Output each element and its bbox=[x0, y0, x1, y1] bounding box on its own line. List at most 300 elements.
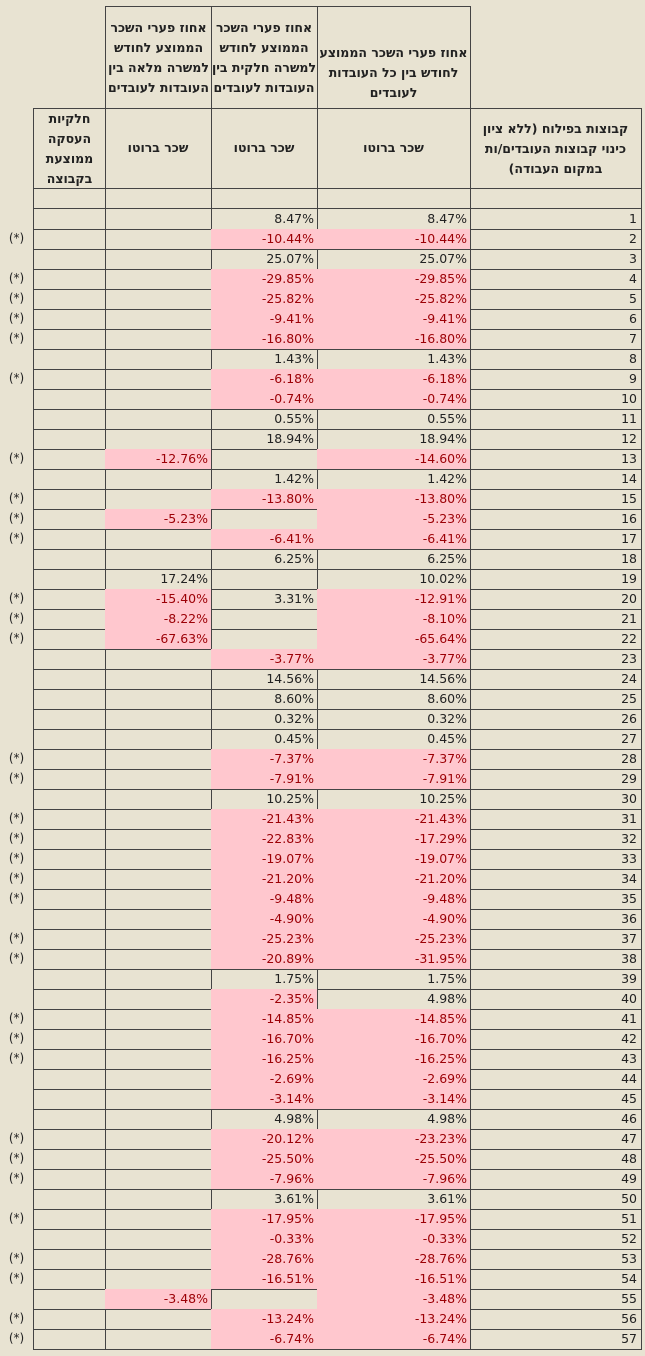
group-number-cell: 32 bbox=[470, 829, 642, 850]
part-time-gap-cell: -3.14% bbox=[211, 1089, 318, 1110]
all-workers-gap-cell: -31.95% bbox=[317, 949, 471, 970]
part-time-gap-cell: -29.85% bbox=[211, 269, 318, 290]
all-workers-gap-cell: 18.94% bbox=[317, 429, 471, 450]
share-cell bbox=[33, 909, 106, 930]
group-number-cell: 12 bbox=[470, 429, 642, 450]
full-time-gap-cell bbox=[105, 809, 212, 830]
all-workers-gap-cell: 6.25% bbox=[317, 549, 471, 570]
full-time-gap-cell bbox=[105, 649, 212, 670]
group-number-cell: 17 bbox=[470, 529, 642, 550]
significance-mark: (*) bbox=[8, 1171, 25, 1185]
all-workers-gap-cell: 3.61% bbox=[317, 1189, 471, 1210]
group-number-cell: 44 bbox=[470, 1069, 642, 1090]
significance-mark: (*) bbox=[8, 451, 25, 465]
all-workers-gap-cell: 8.47% bbox=[317, 209, 471, 230]
share-cell bbox=[33, 1149, 106, 1170]
full-time-gap-cell bbox=[105, 1209, 212, 1230]
full-time-gap-cell bbox=[105, 869, 212, 890]
all-workers-gap-cell: -6.74% bbox=[317, 1329, 471, 1350]
significance-mark: (*) bbox=[8, 1031, 25, 1045]
group-number-cell: 57 bbox=[470, 1329, 642, 1350]
all-workers-gap-cell: -16.25% bbox=[317, 1049, 471, 1070]
significance-mark: (*) bbox=[8, 831, 25, 845]
part-time-gap-cell: -20.12% bbox=[211, 1129, 318, 1150]
full-time-gap-cell bbox=[105, 1329, 212, 1350]
significance-mark: (*) bbox=[8, 331, 25, 345]
significance-mark: (*) bbox=[8, 1011, 25, 1025]
part-time-gap-cell: -28.76% bbox=[211, 1249, 318, 1270]
significance-mark: (*) bbox=[8, 291, 25, 305]
part-time-gap-cell: -7.91% bbox=[211, 769, 318, 790]
group-number-cell: 39 bbox=[470, 969, 642, 990]
full-time-gap-cell bbox=[105, 369, 212, 390]
part-time-gap-cell: -16.70% bbox=[211, 1029, 318, 1050]
part-time-gap-cell: -21.43% bbox=[211, 809, 318, 830]
share-cell bbox=[33, 1109, 106, 1130]
share-cell bbox=[33, 489, 106, 510]
share-cell bbox=[33, 1129, 106, 1150]
group-number-cell: 23 bbox=[470, 649, 642, 670]
header-all-workers: אחוז פערי השכר הממוצע לחודש בין כל העובדות לעובדים bbox=[317, 6, 471, 109]
header-part-time: אחוז פערי השכר הממוצע לחודש למשרה חלקית בין העובדות לעובדים bbox=[211, 6, 318, 109]
part-time-gap-cell: 3.31% bbox=[211, 589, 318, 610]
group-number-cell: 29 bbox=[470, 769, 642, 790]
part-time-gap-cell: -10.44% bbox=[211, 229, 318, 250]
full-time-gap-cell: -5.23% bbox=[105, 509, 212, 530]
all-workers-gap-cell: 10.25% bbox=[317, 789, 471, 810]
part-time-gap-cell: -6.18% bbox=[211, 369, 318, 390]
full-time-gap-cell bbox=[105, 1129, 212, 1150]
full-time-gap-cell bbox=[105, 1029, 212, 1050]
all-workers-gap-cell: 0.45% bbox=[317, 729, 471, 750]
full-time-gap-cell bbox=[105, 849, 212, 870]
significance-mark: (*) bbox=[8, 531, 25, 545]
part-time-gap-cell: -17.95% bbox=[211, 1209, 318, 1230]
share-cell bbox=[33, 449, 106, 470]
share-cell bbox=[33, 989, 106, 1010]
full-time-gap-cell bbox=[105, 209, 212, 230]
full-time-gap-cell bbox=[105, 1169, 212, 1190]
group-number-cell: 4 bbox=[470, 269, 642, 290]
group-number-cell: 33 bbox=[470, 849, 642, 870]
header-group: קבוצות בפילוח (ללא ציון כינוי קבוצות העובדים/ות במקום העבודה) bbox=[470, 108, 642, 189]
part-time-gap-cell: 1.75% bbox=[211, 969, 318, 990]
full-time-gap-cell bbox=[105, 1109, 212, 1130]
full-time-gap-cell bbox=[105, 249, 212, 270]
part-time-gap-cell: -2.69% bbox=[211, 1069, 318, 1090]
all-workers-gap-cell: -6.41% bbox=[317, 529, 471, 550]
part-time-gap-cell: -0.33% bbox=[211, 1229, 318, 1250]
full-time-gap-cell bbox=[105, 969, 212, 990]
full-time-gap-cell: -12.76% bbox=[105, 449, 212, 470]
part-time-gap-cell: 1.43% bbox=[211, 349, 318, 370]
all-workers-gap-cell: 1.43% bbox=[317, 349, 471, 370]
part-time-gap-cell: 10.25% bbox=[211, 789, 318, 810]
spacer-cell bbox=[33, 188, 106, 209]
share-cell bbox=[33, 749, 106, 770]
share-cell bbox=[33, 589, 106, 610]
all-workers-gap-cell: -13.24% bbox=[317, 1309, 471, 1330]
full-time-gap-cell bbox=[105, 469, 212, 490]
all-workers-gap-cell: 10.02% bbox=[317, 569, 471, 590]
full-time-gap-cell bbox=[105, 289, 212, 310]
group-number-cell: 56 bbox=[470, 1309, 642, 1330]
all-workers-gap-cell: -25.23% bbox=[317, 929, 471, 950]
group-number-cell: 30 bbox=[470, 789, 642, 810]
share-cell bbox=[33, 769, 106, 790]
full-time-gap-cell: -67.63% bbox=[105, 629, 212, 650]
significance-mark: (*) bbox=[8, 751, 25, 765]
part-time-gap-cell: -7.37% bbox=[211, 749, 318, 770]
group-number-cell: 40 bbox=[470, 989, 642, 1010]
group-number-cell: 34 bbox=[470, 869, 642, 890]
all-workers-gap-cell: -16.80% bbox=[317, 329, 471, 350]
part-time-gap-cell: 25.07% bbox=[211, 249, 318, 270]
all-workers-gap-cell: 25.07% bbox=[317, 249, 471, 270]
group-number-cell: 51 bbox=[470, 1209, 642, 1230]
group-number-cell: 22 bbox=[470, 629, 642, 650]
group-number-cell: 1 bbox=[470, 209, 642, 230]
spacer-cell bbox=[211, 188, 318, 209]
share-cell bbox=[33, 1009, 106, 1030]
part-time-gap-cell: 0.45% bbox=[211, 729, 318, 750]
part-time-gap-cell: 3.61% bbox=[211, 1189, 318, 1210]
group-number-cell: 16 bbox=[470, 509, 642, 530]
group-number-cell: 41 bbox=[470, 1009, 642, 1030]
share-cell bbox=[33, 249, 106, 270]
group-number-cell: 42 bbox=[470, 1029, 642, 1050]
part-time-gap-cell: -21.20% bbox=[211, 869, 318, 890]
all-workers-gap-cell: 14.56% bbox=[317, 669, 471, 690]
group-number-cell: 2 bbox=[470, 229, 642, 250]
share-cell bbox=[33, 429, 106, 450]
significance-mark: (*) bbox=[8, 1271, 25, 1285]
group-number-cell: 36 bbox=[470, 909, 642, 930]
all-workers-gap-cell: -9.48% bbox=[317, 889, 471, 910]
all-workers-gap-cell: -25.82% bbox=[317, 289, 471, 310]
full-time-gap-cell bbox=[105, 389, 212, 410]
significance-mark: (*) bbox=[8, 1211, 25, 1225]
full-time-gap-cell bbox=[105, 709, 212, 730]
share-cell bbox=[33, 349, 106, 370]
all-workers-gap-cell: -14.60% bbox=[317, 449, 471, 470]
significance-mark: (*) bbox=[8, 951, 25, 965]
group-number-cell: 28 bbox=[470, 749, 642, 770]
full-time-gap-cell bbox=[105, 909, 212, 930]
part-time-gap-cell: -7.96% bbox=[211, 1169, 318, 1190]
all-workers-gap-cell: -10.44% bbox=[317, 229, 471, 250]
all-workers-gap-cell: -65.64% bbox=[317, 629, 471, 650]
full-time-gap-cell bbox=[105, 1309, 212, 1330]
share-cell bbox=[33, 869, 106, 890]
significance-mark: (*) bbox=[8, 491, 25, 505]
significance-mark: (*) bbox=[8, 511, 25, 525]
share-cell bbox=[33, 329, 106, 350]
full-time-gap-cell bbox=[105, 949, 212, 970]
share-cell bbox=[33, 709, 106, 730]
full-time-gap-cell bbox=[105, 1069, 212, 1090]
group-number-cell: 19 bbox=[470, 569, 642, 590]
share-cell bbox=[33, 209, 106, 230]
significance-mark: (*) bbox=[8, 1331, 25, 1345]
share-cell bbox=[33, 629, 106, 650]
all-workers-gap-cell: 8.60% bbox=[317, 689, 471, 710]
group-number-cell: 7 bbox=[470, 329, 642, 350]
share-cell bbox=[33, 569, 106, 590]
spacer-cell bbox=[470, 188, 642, 209]
full-time-gap-cell: -3.48% bbox=[105, 1289, 212, 1310]
part-time-gap-cell: -20.89% bbox=[211, 949, 318, 970]
all-workers-gap-cell: 4.98% bbox=[317, 1109, 471, 1130]
full-time-gap-cell bbox=[105, 929, 212, 950]
part-time-gap-cell: -25.50% bbox=[211, 1149, 318, 1170]
full-time-gap-cell bbox=[105, 1189, 212, 1210]
full-time-gap-cell bbox=[105, 409, 212, 430]
part-time-gap-cell: 14.56% bbox=[211, 669, 318, 690]
part-time-gap-cell: 0.55% bbox=[211, 409, 318, 430]
part-time-gap-cell: -14.85% bbox=[211, 1009, 318, 1030]
group-number-cell: 55 bbox=[470, 1289, 642, 1310]
full-time-gap-cell bbox=[105, 229, 212, 250]
all-workers-gap-cell: -23.23% bbox=[317, 1129, 471, 1150]
group-number-cell: 50 bbox=[470, 1189, 642, 1210]
all-workers-gap-cell: 0.32% bbox=[317, 709, 471, 730]
part-time-gap-cell bbox=[211, 609, 318, 630]
all-workers-gap-cell: -7.91% bbox=[317, 769, 471, 790]
significance-mark: (*) bbox=[8, 231, 25, 245]
part-time-gap-cell bbox=[211, 509, 318, 530]
spacer-cell bbox=[105, 188, 212, 209]
share-cell bbox=[33, 469, 106, 490]
share-cell bbox=[33, 1229, 106, 1250]
share-cell bbox=[33, 1089, 106, 1110]
full-time-gap-cell bbox=[105, 749, 212, 770]
part-time-gap-cell: -19.07% bbox=[211, 849, 318, 870]
part-time-gap-cell: -4.90% bbox=[211, 909, 318, 930]
full-time-gap-cell bbox=[105, 1049, 212, 1070]
header-employment-share: חלקיות העסקה ממוצעת בקבוצה bbox=[33, 108, 106, 189]
part-time-gap-cell: -13.80% bbox=[211, 489, 318, 510]
all-workers-gap-cell: -13.80% bbox=[317, 489, 471, 510]
part-time-gap-cell: -25.82% bbox=[211, 289, 318, 310]
full-time-gap-cell: 17.24% bbox=[105, 569, 212, 590]
group-number-cell: 10 bbox=[470, 389, 642, 410]
share-cell bbox=[33, 949, 106, 970]
share-cell bbox=[33, 529, 106, 550]
group-number-cell: 8 bbox=[470, 349, 642, 370]
part-time-gap-cell: 18.94% bbox=[211, 429, 318, 450]
part-time-gap-cell: -0.74% bbox=[211, 389, 318, 410]
share-cell bbox=[33, 309, 106, 330]
share-cell bbox=[33, 849, 106, 870]
full-time-gap-cell bbox=[105, 889, 212, 910]
all-workers-gap-cell: -29.85% bbox=[317, 269, 471, 290]
header-full-time: אחוז פערי השכר הממוצע לחודש למשרה מלאה בין העובדות לעובדים bbox=[105, 6, 212, 109]
significance-mark: (*) bbox=[8, 1151, 25, 1165]
share-cell bbox=[33, 269, 106, 290]
group-number-cell: 21 bbox=[470, 609, 642, 630]
group-number-cell: 35 bbox=[470, 889, 642, 910]
group-number-cell: 13 bbox=[470, 449, 642, 470]
all-workers-gap-cell: -4.90% bbox=[317, 909, 471, 930]
full-time-gap-cell bbox=[105, 1229, 212, 1250]
part-time-gap-cell: -22.83% bbox=[211, 829, 318, 850]
full-time-gap-cell bbox=[105, 529, 212, 550]
group-number-cell: 52 bbox=[470, 1229, 642, 1250]
full-time-gap-cell bbox=[105, 489, 212, 510]
all-workers-gap-cell: -17.29% bbox=[317, 829, 471, 850]
all-workers-gap-cell: -3.14% bbox=[317, 1089, 471, 1110]
significance-mark: (*) bbox=[8, 1051, 25, 1065]
group-number-cell: 6 bbox=[470, 309, 642, 330]
part-time-gap-cell: 8.47% bbox=[211, 209, 318, 230]
share-cell bbox=[33, 1309, 106, 1330]
significance-mark: (*) bbox=[8, 811, 25, 825]
share-cell bbox=[33, 1269, 106, 1290]
full-time-gap-cell bbox=[105, 1149, 212, 1170]
significance-mark: (*) bbox=[8, 311, 25, 325]
all-workers-gap-cell: 4.98% bbox=[317, 989, 471, 1010]
header-gross-full: שכר ברוטו bbox=[105, 108, 212, 189]
part-time-gap-cell: -6.41% bbox=[211, 529, 318, 550]
group-number-cell: 48 bbox=[470, 1149, 642, 1170]
group-number-cell: 45 bbox=[470, 1089, 642, 1110]
share-cell bbox=[33, 289, 106, 310]
group-number-cell: 5 bbox=[470, 289, 642, 310]
share-cell bbox=[33, 229, 106, 250]
all-workers-gap-cell: -19.07% bbox=[317, 849, 471, 870]
part-time-gap-cell bbox=[211, 449, 318, 470]
part-time-gap-cell bbox=[211, 629, 318, 650]
full-time-gap-cell bbox=[105, 669, 212, 690]
part-time-gap-cell: -16.51% bbox=[211, 1269, 318, 1290]
group-number-cell: 20 bbox=[470, 589, 642, 610]
group-number-cell: 38 bbox=[470, 949, 642, 970]
significance-mark: (*) bbox=[8, 871, 25, 885]
group-number-cell: 26 bbox=[470, 709, 642, 730]
share-cell bbox=[33, 1189, 106, 1210]
all-workers-gap-cell: -12.91% bbox=[317, 589, 471, 610]
group-number-cell: 27 bbox=[470, 729, 642, 750]
all-workers-gap-cell: 0.55% bbox=[317, 409, 471, 430]
significance-mark: (*) bbox=[8, 371, 25, 385]
group-number-cell: 53 bbox=[470, 1249, 642, 1270]
part-time-gap-cell: -25.23% bbox=[211, 929, 318, 950]
group-number-cell: 15 bbox=[470, 489, 642, 510]
header-gross-all: שכר ברוטו bbox=[317, 108, 471, 189]
share-cell bbox=[33, 809, 106, 830]
full-time-gap-cell bbox=[105, 309, 212, 330]
share-cell bbox=[33, 549, 106, 570]
share-cell bbox=[33, 669, 106, 690]
full-time-gap-cell bbox=[105, 1009, 212, 1030]
part-time-gap-cell: -6.74% bbox=[211, 1329, 318, 1350]
all-workers-gap-cell: -16.51% bbox=[317, 1269, 471, 1290]
full-time-gap-cell bbox=[105, 329, 212, 350]
share-cell bbox=[33, 369, 106, 390]
share-cell bbox=[33, 929, 106, 950]
part-time-gap-cell: -9.41% bbox=[211, 309, 318, 330]
share-cell bbox=[33, 1069, 106, 1090]
part-time-gap-cell: -16.80% bbox=[211, 329, 318, 350]
full-time-gap-cell bbox=[105, 1249, 212, 1270]
significance-mark: (*) bbox=[8, 271, 25, 285]
all-workers-gap-cell: -7.96% bbox=[317, 1169, 471, 1190]
full-time-gap-cell bbox=[105, 989, 212, 1010]
share-cell bbox=[33, 1329, 106, 1350]
full-time-gap-cell bbox=[105, 769, 212, 790]
share-cell bbox=[33, 1169, 106, 1190]
share-cell bbox=[33, 609, 106, 630]
share-cell bbox=[33, 689, 106, 710]
all-workers-gap-cell: -5.23% bbox=[317, 509, 471, 530]
all-workers-gap-cell: -8.10% bbox=[317, 609, 471, 630]
full-time-gap-cell bbox=[105, 789, 212, 810]
share-cell bbox=[33, 649, 106, 670]
group-number-cell: 11 bbox=[470, 409, 642, 430]
share-cell bbox=[33, 1289, 106, 1310]
part-time-gap-cell: 4.98% bbox=[211, 1109, 318, 1130]
all-workers-gap-cell: -17.95% bbox=[317, 1209, 471, 1230]
group-number-cell: 9 bbox=[470, 369, 642, 390]
share-cell bbox=[33, 1029, 106, 1050]
spacer-cell bbox=[317, 188, 471, 209]
part-time-gap-cell: -9.48% bbox=[211, 889, 318, 910]
full-time-gap-cell bbox=[105, 269, 212, 290]
all-workers-gap-cell: -21.20% bbox=[317, 869, 471, 890]
full-time-gap-cell bbox=[105, 829, 212, 850]
full-time-gap-cell: -15.40% bbox=[105, 589, 212, 610]
part-time-gap-cell bbox=[211, 1289, 318, 1310]
group-number-cell: 37 bbox=[470, 929, 642, 950]
share-cell bbox=[33, 1049, 106, 1070]
share-cell bbox=[33, 789, 106, 810]
part-time-gap-cell bbox=[211, 569, 318, 590]
group-number-cell: 49 bbox=[470, 1169, 642, 1190]
share-cell bbox=[33, 1209, 106, 1230]
full-time-gap-cell bbox=[105, 1089, 212, 1110]
all-workers-gap-cell: 1.42% bbox=[317, 469, 471, 490]
group-number-cell: 24 bbox=[470, 669, 642, 690]
all-workers-gap-cell: -3.48% bbox=[317, 1289, 471, 1310]
all-workers-gap-cell: 1.75% bbox=[317, 969, 471, 990]
part-time-gap-cell: 0.32% bbox=[211, 709, 318, 730]
all-workers-gap-cell: -6.18% bbox=[317, 369, 471, 390]
all-workers-gap-cell: -7.37% bbox=[317, 749, 471, 770]
full-time-gap-cell: -8.22% bbox=[105, 609, 212, 630]
all-workers-gap-cell: -9.41% bbox=[317, 309, 471, 330]
significance-mark: (*) bbox=[8, 1131, 25, 1145]
all-workers-gap-cell: -2.69% bbox=[317, 1069, 471, 1090]
share-cell bbox=[33, 389, 106, 410]
part-time-gap-cell: -2.35% bbox=[211, 989, 318, 1010]
all-workers-gap-cell: -16.70% bbox=[317, 1029, 471, 1050]
significance-mark: (*) bbox=[8, 611, 25, 625]
significance-mark: (*) bbox=[8, 931, 25, 945]
part-time-gap-cell: -13.24% bbox=[211, 1309, 318, 1330]
share-cell bbox=[33, 1249, 106, 1270]
group-number-cell: 31 bbox=[470, 809, 642, 830]
share-cell bbox=[33, 509, 106, 530]
significance-mark: (*) bbox=[8, 771, 25, 785]
all-workers-gap-cell: -28.76% bbox=[317, 1249, 471, 1270]
group-number-cell: 3 bbox=[470, 249, 642, 270]
significance-mark: (*) bbox=[8, 1311, 25, 1325]
significance-mark: (*) bbox=[8, 591, 25, 605]
part-time-gap-cell: -3.77% bbox=[211, 649, 318, 670]
all-workers-gap-cell: -25.50% bbox=[317, 1149, 471, 1170]
share-cell bbox=[33, 729, 106, 750]
